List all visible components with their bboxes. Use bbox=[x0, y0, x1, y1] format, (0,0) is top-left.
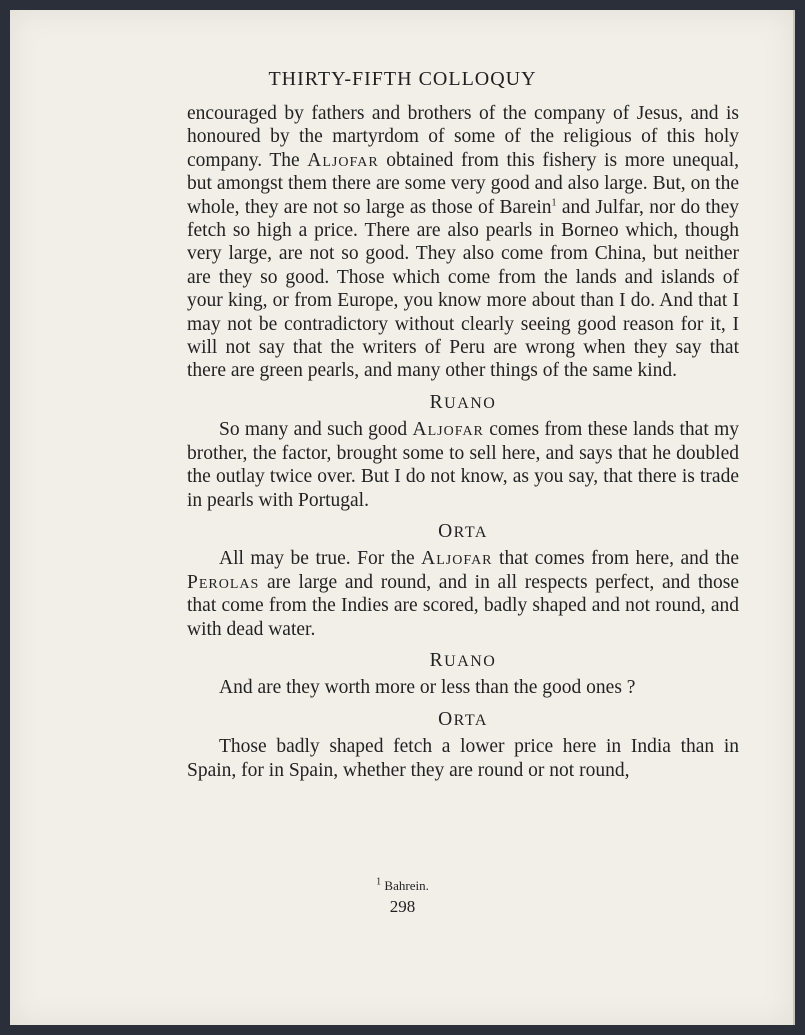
term-aljofar: Aljofar bbox=[421, 548, 493, 570]
paragraph-3 bbox=[187, 547, 739, 641]
paragraph-3-text-b: that comes from here, and the bbox=[492, 548, 740, 570]
paragraph-3-text-a: All may be true. For the bbox=[219, 548, 422, 570]
speaker-rest: RTA bbox=[453, 523, 488, 541]
term-aljofar: Aljofar bbox=[412, 419, 484, 441]
term-perolas: Perolas bbox=[187, 571, 260, 593]
body-text bbox=[187, 102, 739, 782]
speaker-initial: O bbox=[438, 708, 454, 730]
paragraph-3-text-c: are large and round, and in all respects perfect, and those that come from the Indies are scored, badly shaped and not round, and with dead water. bbox=[187, 571, 739, 640]
paragraph-1 bbox=[187, 102, 739, 383]
speaker-rest: UANO bbox=[444, 652, 497, 670]
paragraph-2-text-a: So many and such good bbox=[219, 419, 413, 441]
paragraph-5: Those badly shaped fetch a lower price here in India than in Spain, for in Spain, whether they are round or not round, bbox=[187, 736, 739, 781]
speaker-rest: RTA bbox=[453, 711, 488, 729]
speaker-initial: R bbox=[429, 391, 445, 413]
speaker-initial: O bbox=[438, 520, 454, 542]
speaker-orta bbox=[187, 708, 739, 732]
paragraph-4: And are they worth more or less than the good ones ? bbox=[219, 677, 636, 699]
speaker-ruano bbox=[187, 649, 739, 673]
page-number: 298 bbox=[389, 897, 416, 916]
footnote-text: Bahrein. bbox=[381, 878, 429, 893]
paragraph-1-text-b: obtained from this fishery is more unequal, but amongst them there are some very good and also large. But, on the whole, they are not so large as those of Barein bbox=[187, 149, 739, 218]
paragraph-1-text-a: encouraged by fathers and brothers of the company of Jesus, and is honoured by the martyrdom of some of the religious of this holy company. The bbox=[187, 103, 739, 171]
speaker-initial: R bbox=[429, 649, 445, 671]
term-aljofar: Aljofar bbox=[307, 149, 379, 171]
speaker-ruano bbox=[187, 391, 739, 415]
paragraph-2 bbox=[187, 418, 739, 512]
paragraph-1-text-c: and Julfar, nor do they fetch so high a price. There are also pearls in Borneo which, though very large, are not so good. They also come from China, but neither are they so good. Those which come from the lands and islands of your king, or from Europe, you know more about than I do. And that I may not be contradictory without clearly seeing good reason for it, I will not say that the writers of Peru are wrong when they say that there are green pearls, and many other things of the same kind. bbox=[187, 196, 739, 382]
footnote-ref: 1 bbox=[551, 197, 557, 209]
footnote-marker: 1 bbox=[376, 876, 382, 888]
paragraph-2-text-b: comes from these lands that my brother, the factor, brought some to sell here, and says that he doubled the outlay twice over. But I do not know, as you say, that there is trade in pearls with Portugal. bbox=[187, 419, 740, 511]
footnote bbox=[0, 878, 805, 894]
running-header: THIRTY-FIFTH COLLOQUY bbox=[268, 68, 537, 90]
speaker-rest: UANO bbox=[444, 394, 497, 412]
speaker-orta bbox=[187, 520, 739, 544]
